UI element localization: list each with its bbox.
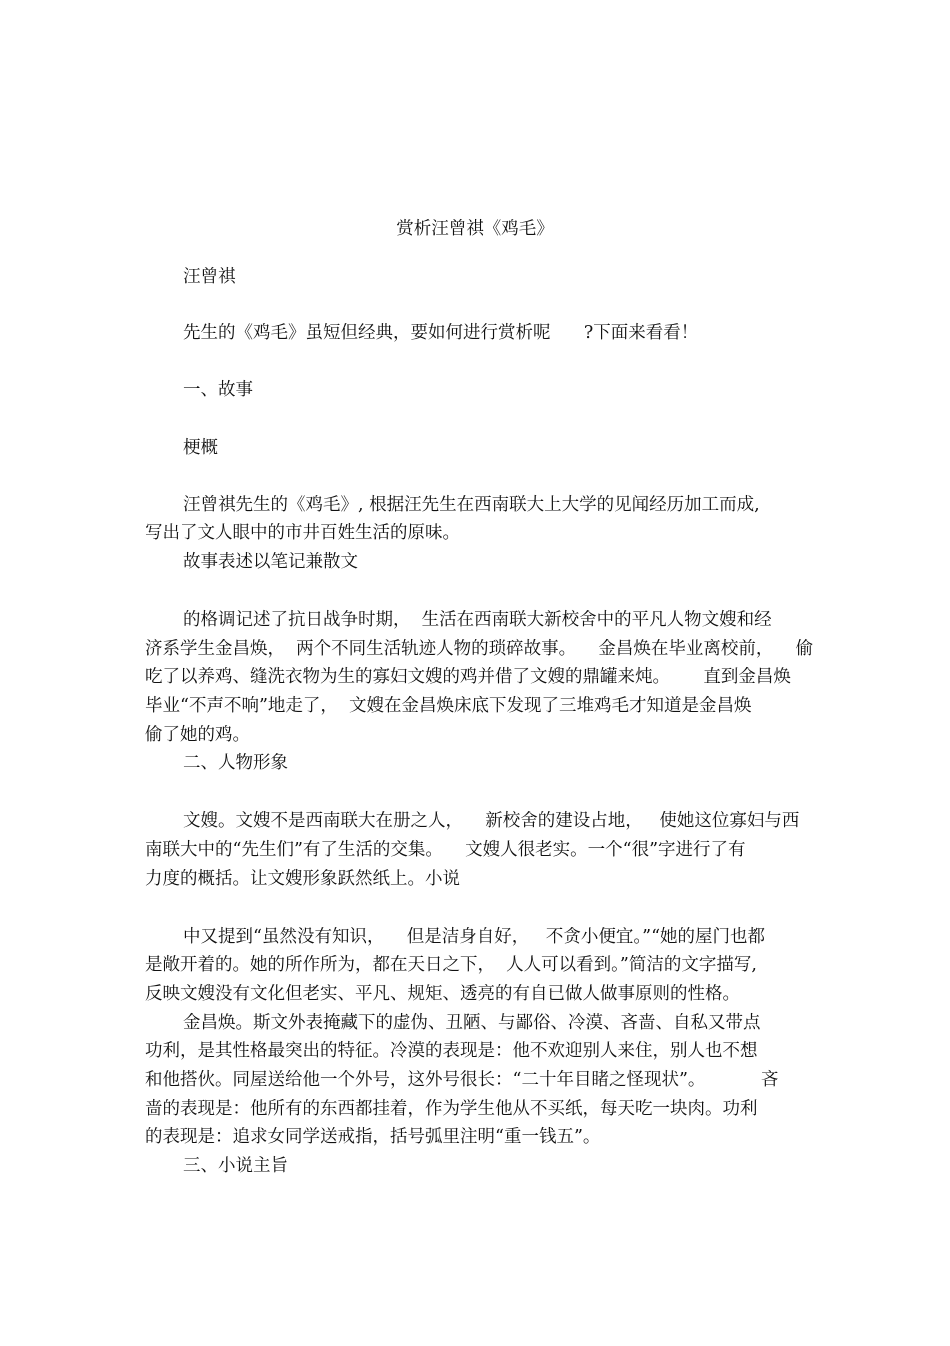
section-subheading-summary: 梗概 <box>183 438 218 458</box>
paragraph-line: 偷了她的鸡。 <box>145 725 250 745</box>
paragraph-line: 功利，是其性格最突出的特征。冷漠的表现是：他不欢迎别人来住，别人也不想 <box>145 1041 758 1061</box>
paragraph-line: 故事表述以笔记兼散文 <box>183 552 358 572</box>
intro-paragraph: 先生的《鸡毛》虽短但经典，要如何进行赏析呢 ?下面来看看！ <box>183 323 699 343</box>
section-heading-characters: 二、人物形象 <box>183 753 288 773</box>
author-line: 汪曾祺 <box>183 267 236 287</box>
paragraph-line: 济系学生金昌焕， 两个不同生活轨迹人物的琐碎故事。 金昌焕在毕业离校前， 偷 <box>145 639 814 659</box>
paragraph-line: 反映文嫂没有文化但老实、平凡、规矩、透亮的有自已做人做事原则的性格。 <box>145 984 740 1004</box>
paragraph-line: 金昌焕。斯文外表掩藏下的虚伪、丑陋、与鄙俗、冷漠、吝啬、自私又带点 <box>183 1013 761 1033</box>
section-heading-story: 一、故事 <box>183 380 253 400</box>
paragraph-line: 力度的概括。让文嫂形象跃然纸上。小说 <box>145 869 460 889</box>
page-title: 赏析汪曾祺《鸡毛》 <box>396 219 554 239</box>
paragraph-line: 的格调记述了抗日战争时期， 生活在西南联大新校舍中的平凡人物文嫂和经 <box>183 610 772 630</box>
section-heading-theme: 三、小说主旨 <box>183 1156 288 1176</box>
paragraph-line: 和他搭伙。同屋送给他一个外号，这外号很长：“二十年目睹之怪现状”。 吝 <box>145 1070 779 1090</box>
paragraph-line: 是敞开着的。她的所作所为，都在天日之下， 人人可以看到。”简洁的文字描写, <box>145 955 757 975</box>
paragraph-line: 中又提到“虽然没有知识， 但是洁身自好， 不贪小便宜。”“她的屋门也都 <box>183 927 766 947</box>
paragraph-line: 的表现是：追求女同学送戒指，括号弧里注明“重一钱五”。 <box>145 1127 601 1147</box>
paragraph-line: 写出了文人眼中的市井百姓生活的原味。 <box>145 523 460 543</box>
paragraph-line: 啬的表现是：他所有的东西都挂着，作为学生他从不买纸，每天吃一块肉。功利 <box>145 1099 758 1119</box>
paragraph-line: 南联大中的“先生们”有了生活的交集。 文嫂人很老实。一个“很”字进行了有 <box>145 840 746 860</box>
paragraph-line: 毕业“不声不响”地走了， 文嫂在金昌焕床底下发现了三堆鸡毛才知道是金昌焕 <box>145 696 752 716</box>
paragraph-line: 文嫂。文嫂不是西南联大在册之人， 新校舍的建设占地， 使她这位寡妇与西 <box>183 811 800 831</box>
paragraph-line: 吃了以养鸡、缝洗衣物为生的寡妇文嫂的鸡并借了文嫂的鼎罐来炖。 直到金昌焕 <box>145 667 791 687</box>
paragraph-line: 汪曾祺先生的《鸡毛》, 根据汪先生在西南联大上大学的见闻经历加工而成, <box>183 495 760 515</box>
